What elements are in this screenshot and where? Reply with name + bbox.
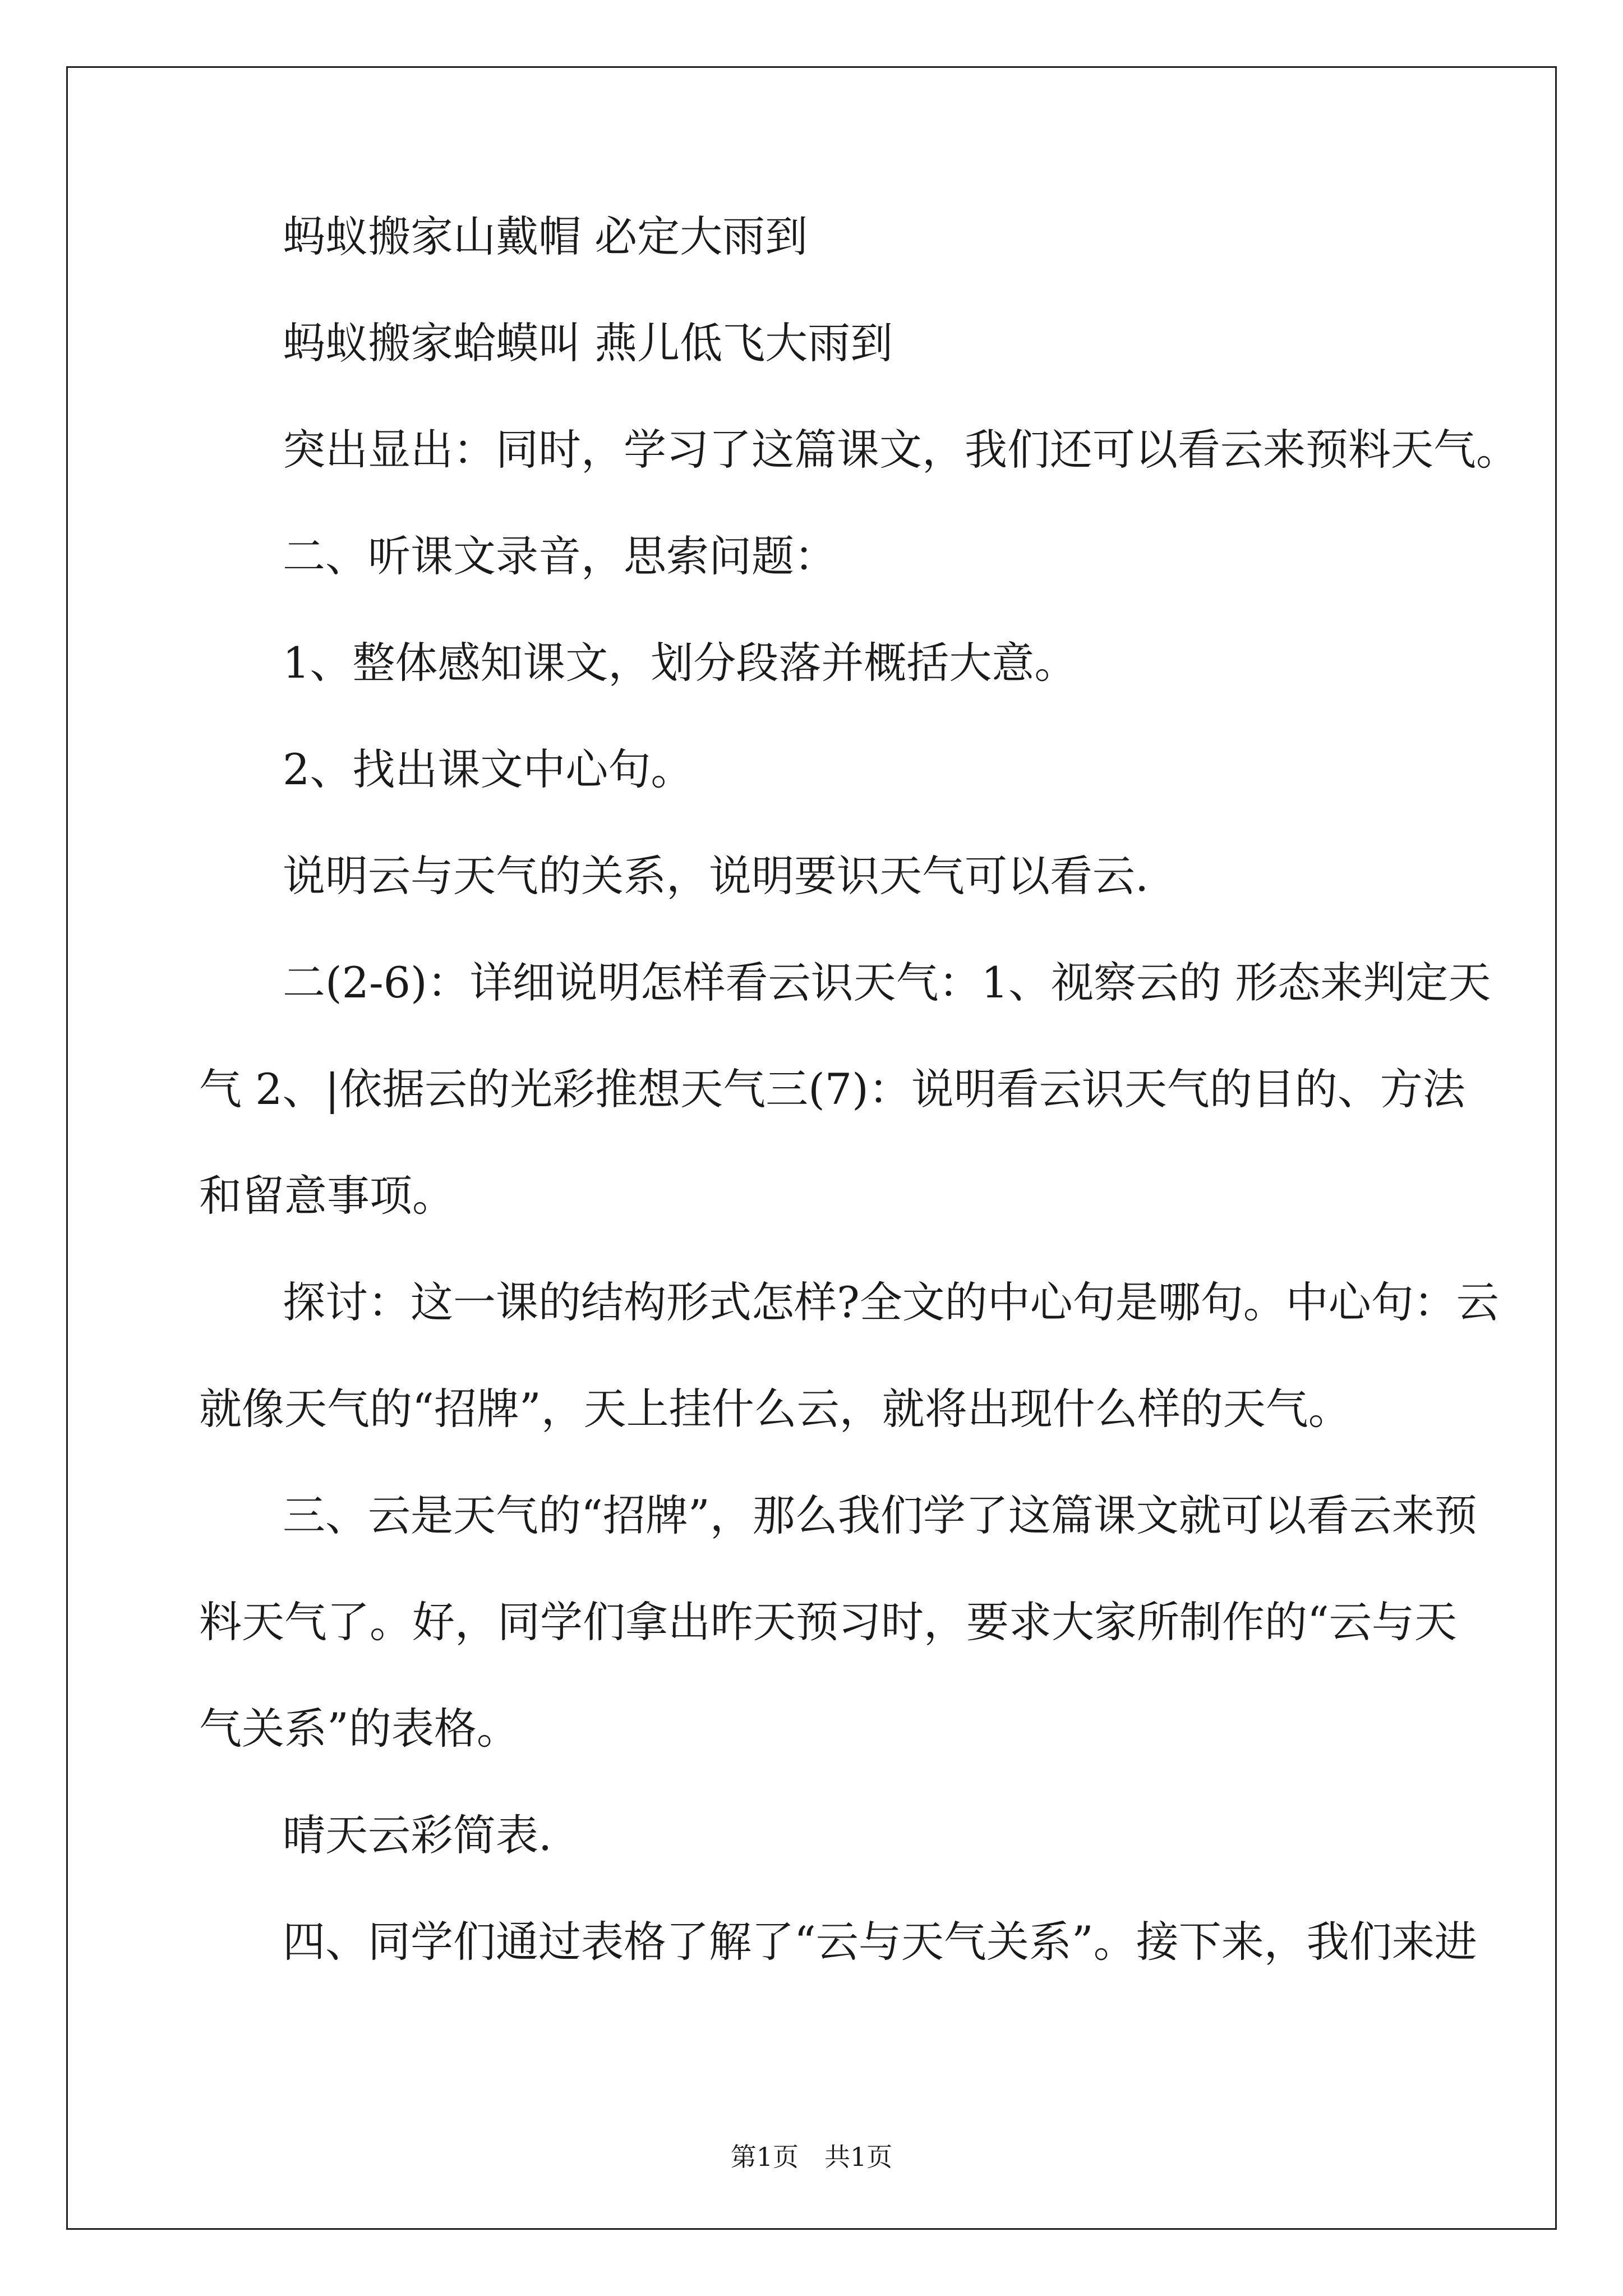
paragraph-line: 三、云是天气的“招牌”，那么我们学了这篇课文就可以看云来预 — [283, 1490, 1477, 1540]
paragraph-line: 晴天云彩简表. — [283, 1810, 552, 1860]
page-footer: 第1页 共1页 — [730, 2142, 893, 2172]
paragraph-line: 2、找出课文中心句。 — [283, 744, 694, 794]
paragraph-line: 蚂蚁搬家蛤蟆叫 燕儿低飞大雨到 — [283, 318, 893, 368]
paragraph-line: 说明云与天气的关系，说明要识天气可以看云. — [283, 851, 1149, 901]
paragraph-line: 气关系”的表格。 — [199, 1704, 519, 1754]
paragraph-line: 探讨：这一课的结构形式怎样?全文的中心句是哪句。中心句：云 — [283, 1277, 1499, 1327]
paragraph-line: 气 2、|依据云的光彩推想天气三(7)：说明看云识天气的目的、方法 — [199, 1064, 1465, 1114]
paragraph-line: 二、听课文录音，思索问题： — [283, 531, 837, 581]
paragraph-line: 就像天气的“招牌”，天上挂什么云，就将出现什么样的天气。 — [199, 1384, 1351, 1434]
paragraph-line: 二(2-6)：详细说明怎样看云识天气：1、视察云的 形态来判定天 — [283, 958, 1491, 1007]
paragraph-line: 和留意事项。 — [199, 1171, 455, 1221]
paragraph-line: 料天气了。好，同学们拿出昨天预习时，要求大家所制作的“云与天 — [199, 1597, 1457, 1647]
paragraph-line: 突出显出：同时，学习了这篇课文，我们还可以看云来预料天气。 — [283, 425, 1519, 475]
paragraph-line: 1、整体感知课文，划分段落并概括大意。 — [283, 638, 1077, 688]
paragraph-line: 蚂蚁搬家山戴帽 必定大雨到 — [283, 211, 808, 261]
paragraph-line: 四、同学们通过表格了解了“云与天气关系”。接下来，我们来进 — [283, 1917, 1477, 1967]
page-border — [66, 66, 1557, 2230]
